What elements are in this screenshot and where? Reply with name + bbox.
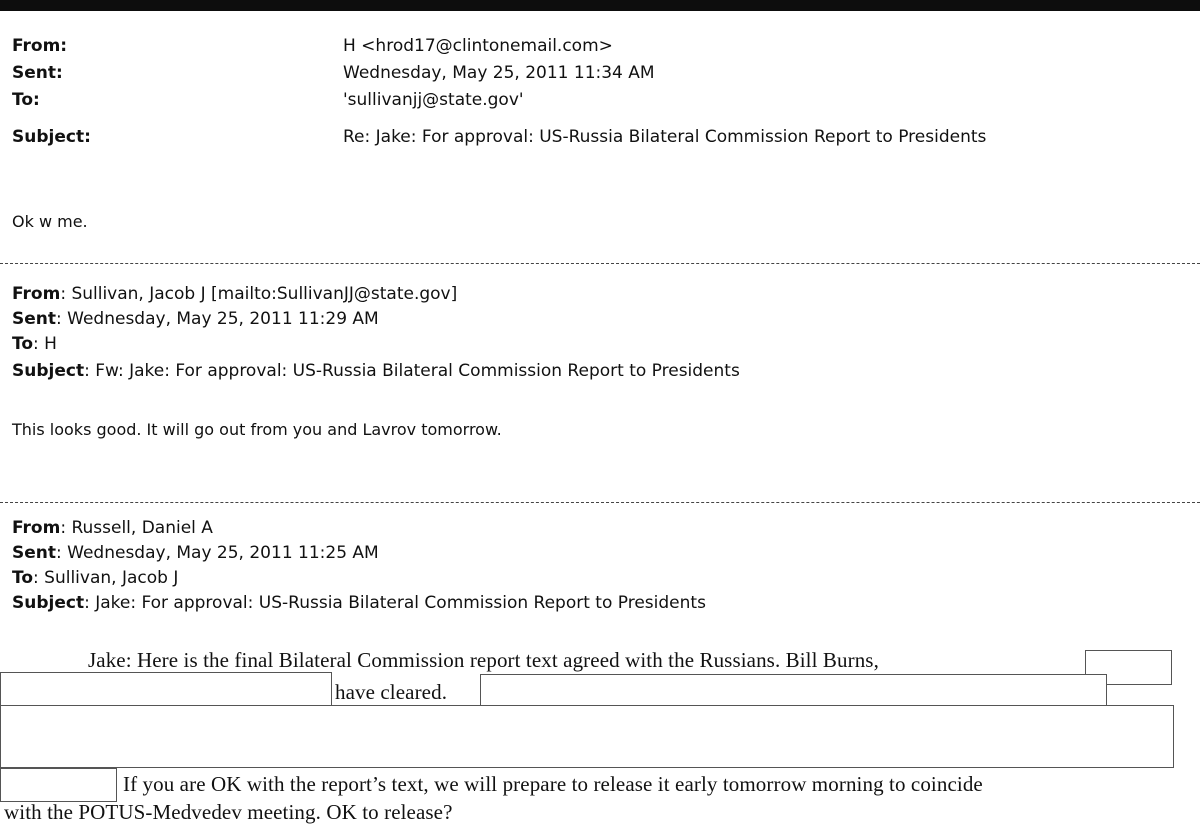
msg2-subject-value: : Fw: Jake: For approval: US-Russia Bilateral Commission Report to Presidents bbox=[84, 361, 740, 381]
msg2-from-label: From bbox=[12, 284, 61, 304]
msg3-to-line bbox=[12, 568, 178, 588]
subject-value: Re: Jake: For approval: US-Russia Bilateral Commission Report to Presidents bbox=[343, 127, 987, 147]
msg3-subject-label: Subject bbox=[12, 593, 85, 613]
msg3-sent-value: : Wednesday, May 25, 2011 11:25 AM bbox=[56, 543, 379, 563]
msg2-to-line bbox=[12, 334, 57, 354]
sent-label: Sent: bbox=[12, 63, 63, 83]
msg3-to-label: To bbox=[12, 568, 34, 588]
redaction-box bbox=[0, 768, 117, 802]
msg2-body: This looks good. It will go out from you and Lavrov tomorrow. bbox=[12, 420, 502, 439]
redaction-box bbox=[0, 705, 1174, 768]
to-label: To: bbox=[12, 90, 40, 110]
from-label: From: bbox=[12, 36, 68, 56]
msg3-sent-line bbox=[12, 543, 379, 563]
msg3-subject-value: : Jake: For approval: US-Russia Bilateral Commission Report to Presidents bbox=[84, 593, 706, 613]
msg2-subject-label: Subject bbox=[12, 361, 85, 381]
msg2-from-value: : Sullivan, Jacob J [mailto:SullivanJJ@state.gov] bbox=[60, 284, 458, 304]
msg2-from-line bbox=[12, 284, 457, 304]
top-border bbox=[0, 0, 1200, 11]
msg3-to-value: : Sullivan, Jacob J bbox=[33, 568, 179, 588]
message-separator bbox=[0, 263, 1200, 264]
msg3-body-line-2: have cleared. bbox=[335, 680, 448, 704]
msg2-sent-line bbox=[12, 309, 379, 329]
msg3-body-line-3: If you are OK with the report’s text, we will prepare to release it early tomorrow morning to coincide bbox=[123, 772, 983, 796]
msg3-from-line bbox=[12, 518, 213, 538]
msg3-sent-label: Sent bbox=[12, 543, 57, 563]
msg2-sent-value: : Wednesday, May 25, 2011 11:29 AM bbox=[56, 309, 379, 329]
msg3-from-label: From bbox=[12, 518, 61, 538]
msg2-subject-line bbox=[12, 361, 740, 381]
msg2-sent-label: Sent bbox=[12, 309, 57, 329]
to-value: 'sullivanjj@state.gov' bbox=[343, 90, 524, 110]
msg3-body-line-1: Jake: Here is the final Bilateral Commission report text agreed with the Russians. Bill Burns, bbox=[88, 648, 879, 672]
sent-value: Wednesday, May 25, 2011 11:34 AM bbox=[343, 63, 655, 83]
msg2-to-value: : H bbox=[33, 334, 57, 354]
subject-label: Subject: bbox=[12, 127, 91, 147]
redaction-box bbox=[0, 672, 332, 709]
from-value: H <hrod17@clintonemail.com> bbox=[343, 36, 613, 56]
message-separator bbox=[0, 502, 1200, 503]
msg3-subject-line bbox=[12, 593, 706, 613]
reply-body: Ok w me. bbox=[12, 212, 88, 231]
msg3-body-line-4: with the POTUS-Medvedev meeting. OK to release? bbox=[4, 800, 453, 824]
msg3-from-value: : Russell, Daniel A bbox=[60, 518, 213, 538]
msg2-to-label: To bbox=[12, 334, 34, 354]
